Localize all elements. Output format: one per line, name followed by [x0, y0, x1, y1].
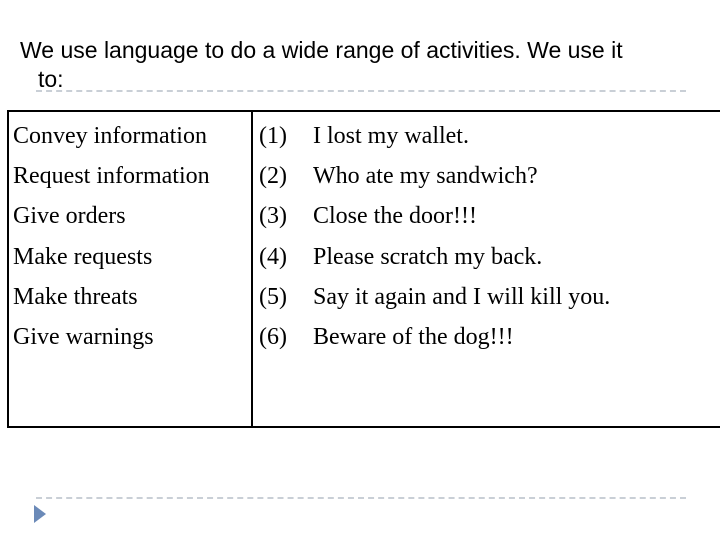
bottom-dashed-rule: [36, 497, 686, 499]
intro-line-2: to:: [38, 66, 64, 92]
example-cell: Say it again and I will kill you.: [313, 283, 611, 310]
number-cell: (1): [259, 123, 287, 149]
example-cell: Please scratch my back.: [313, 243, 543, 270]
function-cell: Give warnings: [13, 324, 154, 351]
number-cell: (5): [259, 283, 287, 310]
number-cell: (2): [259, 163, 287, 190]
number-column: [259, 116, 287, 357]
example-cell: Close the door!!!: [313, 203, 477, 230]
intro-text: [20, 36, 710, 94]
number-cell: (6): [259, 324, 287, 351]
function-cell: Make threats: [13, 283, 138, 310]
number-cell: (3): [259, 203, 287, 230]
example-cell: Beware of the dog!!!: [313, 324, 514, 351]
function-column: [13, 116, 210, 357]
number-cell: (4): [259, 243, 287, 270]
intro-line-1: We use language to do a wide range of activities. We use it: [20, 37, 623, 63]
function-cell: Convey information: [13, 123, 207, 149]
function-cell: Request information: [13, 163, 210, 190]
function-cell: Give orders: [13, 203, 126, 230]
table-column-divider: [251, 110, 253, 428]
example-cell: Who ate my sandwich?: [313, 163, 538, 190]
top-dashed-rule: [36, 90, 686, 92]
example-cell: I lost my wallet.: [313, 123, 469, 149]
triangle-bullet-icon: [34, 505, 46, 523]
example-column: [313, 116, 610, 357]
function-cell: Make requests: [13, 243, 153, 270]
